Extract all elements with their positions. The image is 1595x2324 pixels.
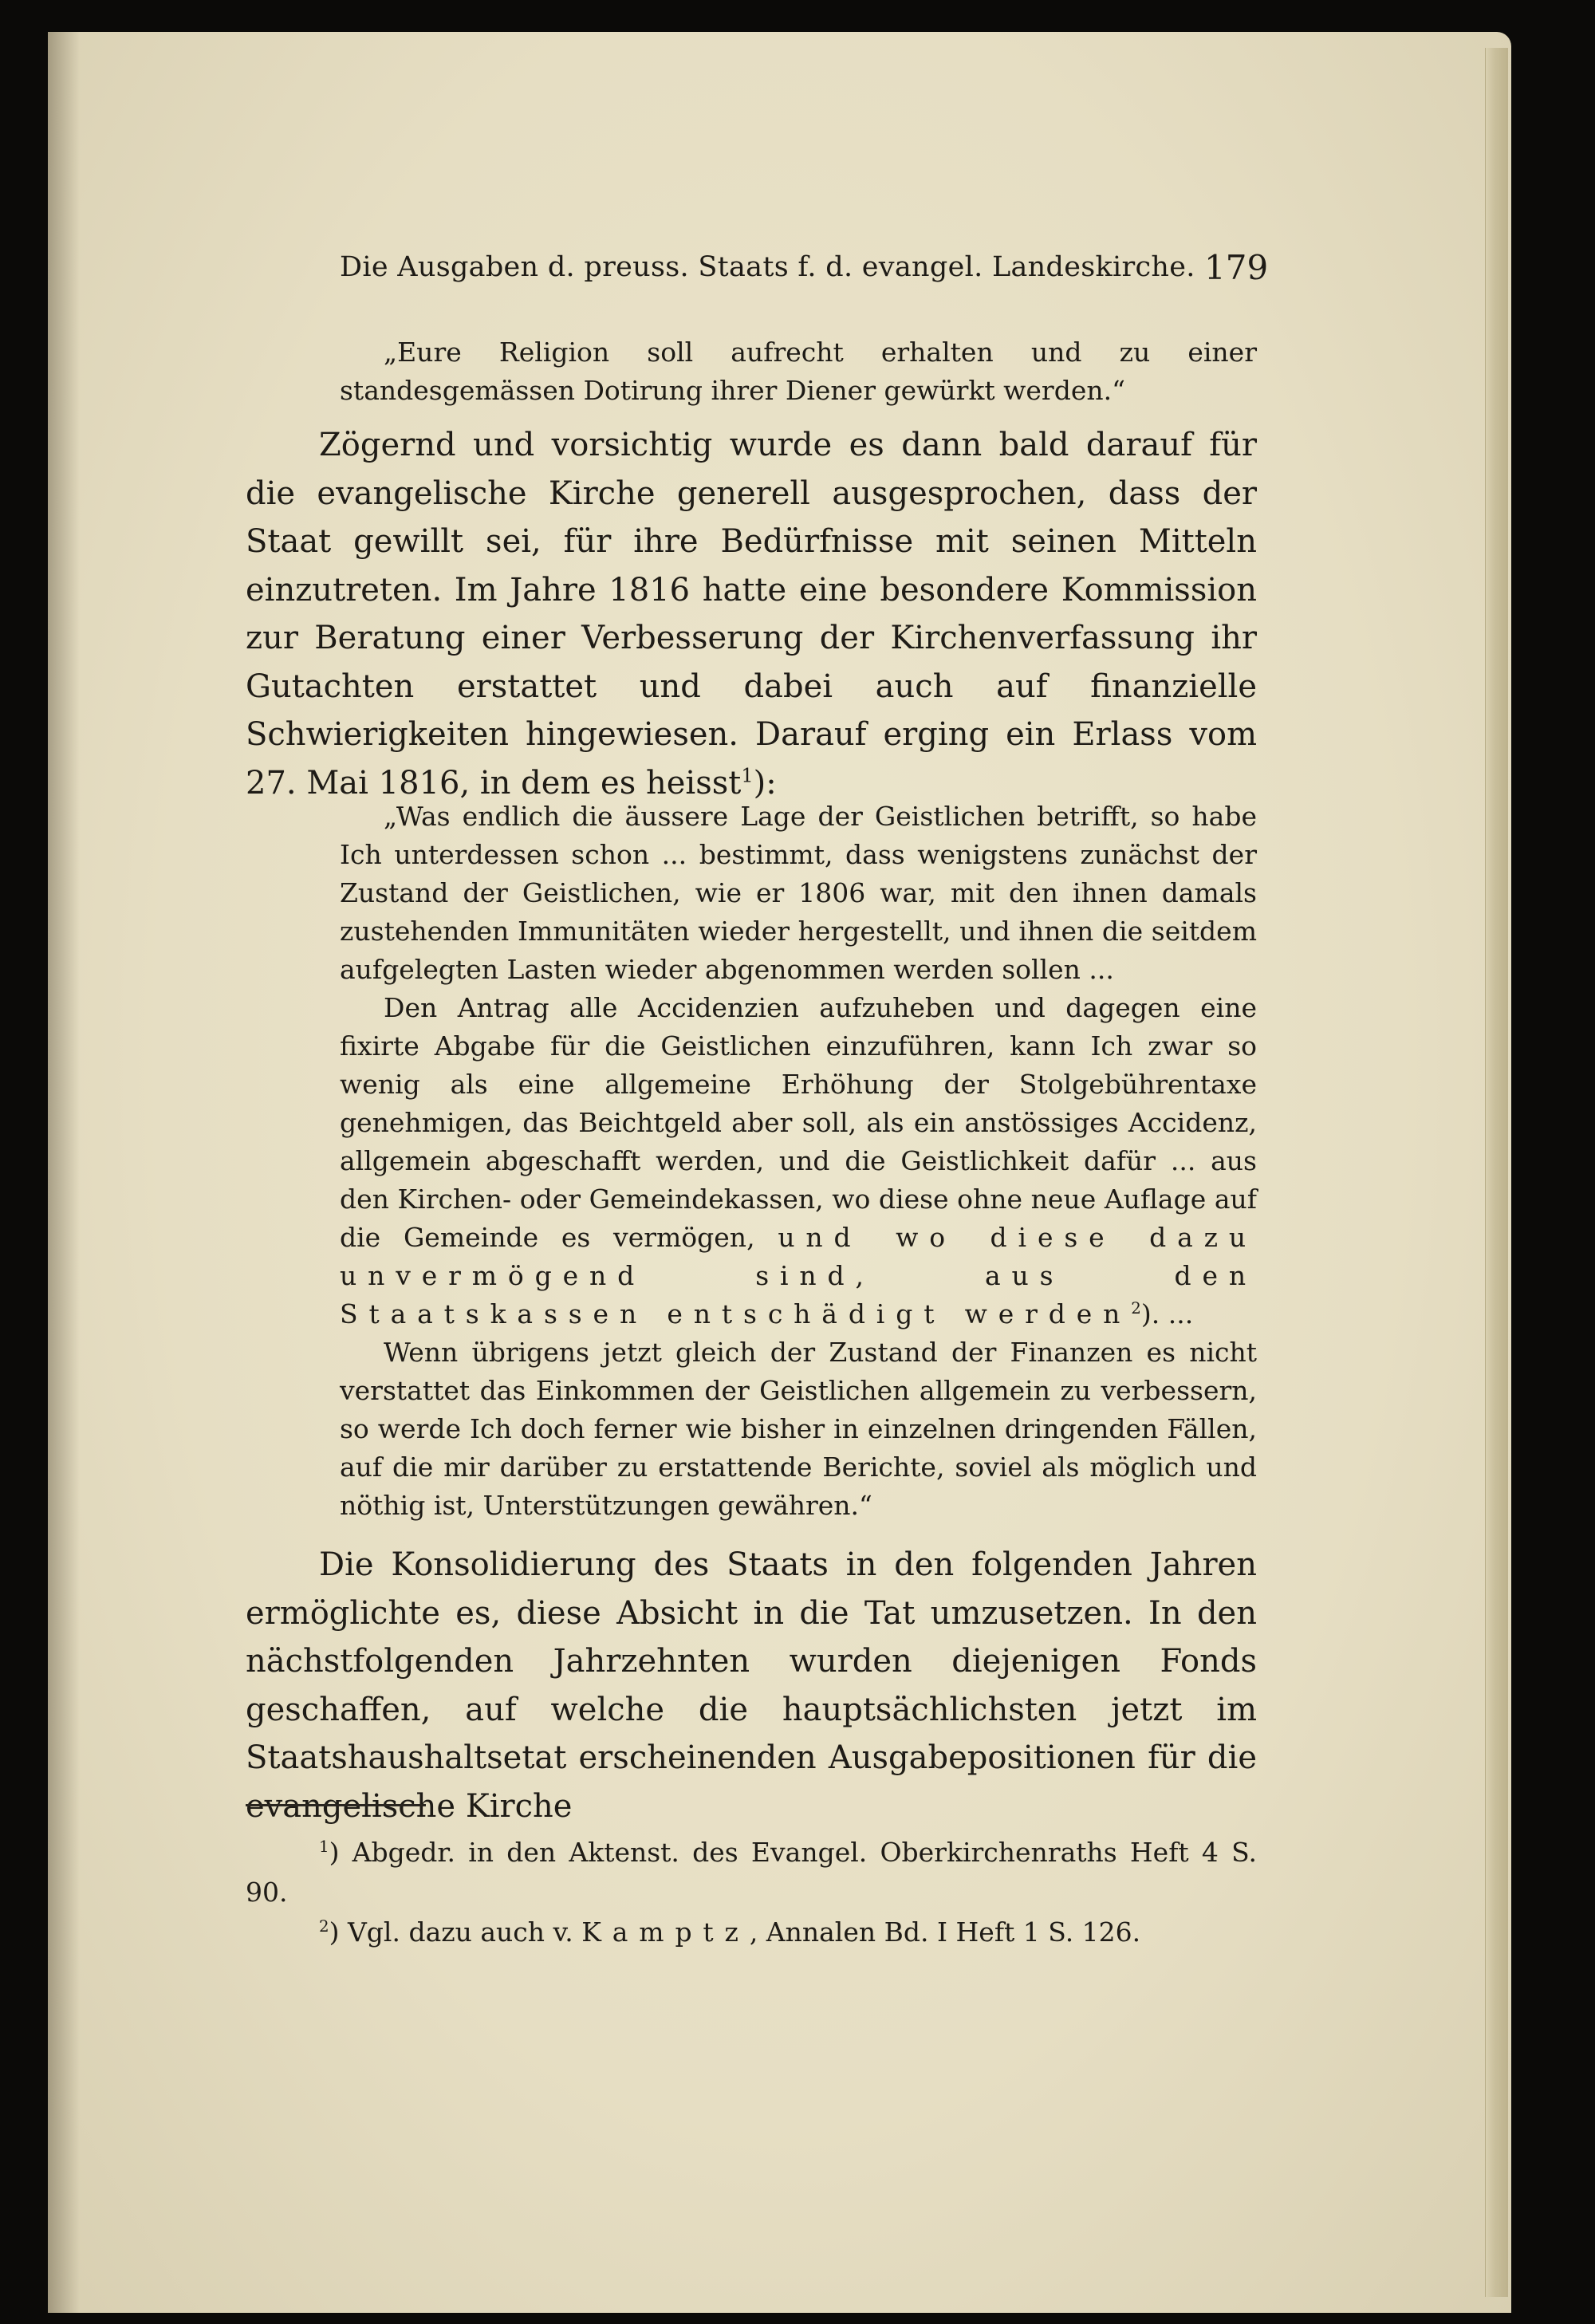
paragraph-1 [246, 421, 1257, 807]
opening-quote: „Eure Religion soll aufrecht erhalten und zu einer standesgemässen Dotirung ihrer Diener gewürkt werden.“ [340, 337, 1257, 406]
footnote-1-text: ) Abgedr. in den Aktenst. des Evangel. Oberkirchenraths Heft 4 S. 90. [246, 1837, 1257, 1908]
paragraph-1-text: Zögernd und vorsichtig wurde es dann bald darauf für die evangelische Kirche generell ausgesprochen, dass der Staat gewillt sei, für ihre Bedürfnisse mit seinen Mitteln einzutreten. Im Jahre 1816 hatte eine besondere Kommission zur Beratung einer Verbesserung der Kirchenverfassung ihr Gutachten erstattet und dabei auch auf finanzielle Schwierigkeiten hingewiesen. Darauf erging ein Erlass vom 27. Mai 1816, in dem es heisst [246, 427, 1257, 802]
paragraph-2: Die Konsolidierung des Staats in den folgenden Jahren ermöglichte es, diese Absicht in die Tat umzusetzen. In den nächstfolgenden Jahrzehnten wurden diejenigen Fonds geschaffen, auf welche die hauptsächlichsten jetzt im Staatshaushaltsetat erscheinenden Ausgabepositionen für die evangelische Kirche [246, 1546, 1257, 1825]
footnotes [246, 1833, 1257, 1952]
footnote-2-mark: 2 [319, 1917, 329, 1936]
footnote-2 [246, 1912, 1257, 1952]
paragraph-1-end: ): [753, 764, 777, 802]
quote-spaced-text: und wo diese dazu unvermögend sind, aus den Staatskassen entschädigt werden [340, 1222, 1257, 1329]
running-head: Die Ausgaben d. preuss. Staats f. d. evangel. Landeskirche. [340, 251, 1195, 283]
quote-paragraph-3: Wenn übrigens jetzt gleich der Zustand der Finanzen es nicht verstattet das Einkommen der Geistlichen allgemein zu verbessern, so werde Ich doch ferner wie bisher in einzelnen dringenden Fällen, auf die mir darüber zu erstattende Berichte, soviel als möglich und nöthig ist, Unterstützungen gewähren.“ [340, 1337, 1257, 1521]
footnote-1-mark: 1 [319, 1838, 329, 1856]
footnote-1 [246, 1833, 1257, 1912]
quote-paragraph-1: „Was endlich die äussere Lage der Geistlichen betrifft, so habe Ich unterdessen schon ... bestimmt, dass wenigstens zunächst der Zustand der Geistlichen, wie er 1806 war, mit den ihnen damals zustehenden Immunitäten wieder hergestellt, und ihnen die seitdem aufgelegten Lasten wieder abgenommen werden sollen ... [340, 801, 1257, 985]
footnote-ref-1: 1 [741, 764, 754, 787]
footnote-rule [246, 1804, 426, 1806]
footnote-2-author: Kamptz [581, 1916, 750, 1948]
quote-paragraph-2 [340, 989, 1257, 1333]
quote-paragraph-2-end: ). ... [1140, 1298, 1194, 1329]
block-quote [340, 798, 1257, 1525]
footnote-ref-2: 2 [1131, 1299, 1141, 1318]
page-number: 179 [1204, 248, 1269, 287]
footnote-2-text-end: , Annalen Bd. I Heft 1 S. 126. [749, 1916, 1141, 1948]
footnote-2-text: ) Vgl. dazu auch v. [329, 1916, 582, 1948]
quote-paragraph-2-text: Den Antrag alle Accidenzien aufzuheben und dagegen eine fixirte Abgabe für die Geistlichen einzuführen, kann Ich zwar so wenig als eine allgemeine Erhöhung der Stolgebührentaxe genehmigen, das Beichtgeld aber soll, als ein anstössiges Accidenz, allgemein abgeschafft werden, und die Geistlichkeit dafür ... aus den Kirchen- oder Gemeindekassen, wo diese ohne neue Auflage auf die Gemeinde es vermögen, [340, 992, 1257, 1253]
